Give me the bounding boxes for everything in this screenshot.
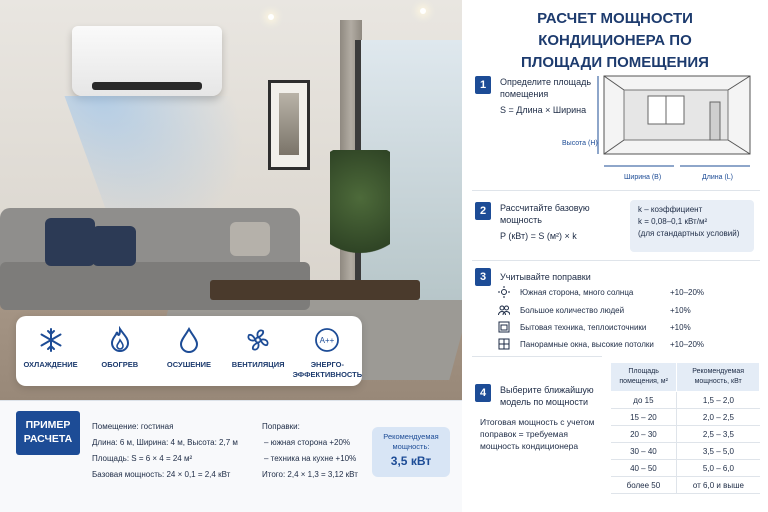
correction-text: Панорамные окна, высокие потолки [520,340,654,349]
pillow [230,222,270,256]
correction-text: Бытовая техника, теплоисточники [520,323,647,332]
step-4-badge: 4 [475,384,491,402]
example-area: Площадь: S = 6 × 4 = 24 м² [92,454,193,463]
example-inputs [92,419,262,483]
appliance-icon [498,321,510,333]
feature-cooling [19,326,83,370]
ceiling-light [420,8,426,14]
table-row [611,443,760,460]
feature-dehumidify [157,326,221,370]
width-label: Ширина (B) [624,174,662,181]
example-corr-item: – южная сторона +20% [264,438,351,447]
kbox-line: k = 0,08–0,1 кВт/м² [638,217,708,226]
recommended-box [372,427,450,477]
feature-label: ОСУШЕНИЕ [166,360,212,369]
page-title: РАСЧЕТ МОЩНОСТИ КОНДИЦИОНЕРА ПО ПЛОЩАДИ ПОМЕЩЕНИЯ [521,10,709,71]
example-corrections [262,419,372,483]
step-2-formula: P (кВт) = S (м²) × k [500,231,577,241]
example-base-power: Базовая мощность: 24 × 0,1 = 2,4 кВт [92,470,231,479]
correction-pct: +10–20% [670,288,705,297]
table-cell: 2,5 – 3,5 [677,426,760,443]
feature-label: ЭНЕРГО- ЭФФЕКТИВНОСТЬ [292,360,363,380]
divider [472,190,760,191]
feature-ventilation [226,326,290,370]
correction-text: Большое количество людей [520,306,625,315]
correction-pct: +10–20% [670,340,705,349]
power-table [610,362,760,494]
correction-text: Южная сторона, много солнца [520,288,634,297]
flame-icon [106,326,134,354]
step-4-title: Выберите ближайшую модель по мощности [500,385,594,407]
step-3-badge: 3 [475,268,491,286]
pillow [92,226,136,266]
example-total: Итого: 2,4 × 1,3 = 3,12 кВт [262,470,358,479]
table-row [611,426,760,443]
height-label: Высота (H) [562,140,598,147]
recommended-label: Рекомендуемая мощность: [383,432,439,451]
kbox-line: (для стандартных условий) [638,229,740,238]
example-corr-item: – техника на кухне +10% [264,454,357,463]
coefficient-box [630,200,754,252]
ceiling-light [268,14,274,20]
table-cell: от 6,0 и выше [677,477,760,494]
snowflake-icon [37,326,65,354]
table-row [611,477,760,494]
people-icon [498,304,510,316]
table-cell: 5,0 – 6,0 [677,460,760,477]
room-diagram [594,72,752,176]
recommended-value: 3,5 кВт [390,453,432,468]
table-cell: 40 – 50 [611,460,677,477]
table-cell: 30 – 40 [611,443,677,460]
feature-label: ОХЛАЖДЕНИЕ [23,360,78,369]
calc-panel [462,0,768,512]
droplet-icon [175,326,203,354]
air-conditioner-unit [72,26,222,96]
sun-icon [498,286,510,298]
window-icon [498,338,510,350]
wall-art [268,80,310,170]
plant [330,150,390,270]
coffee-table [210,280,420,300]
example-room: Помещение: гостиная [92,422,174,431]
step-4-note: Итоговая мощность с учетом поправок = требуемая мощность кондиционера [480,417,595,451]
table-header: Площадь помещения, м² [611,363,677,392]
feature-energy [292,326,363,380]
table-cell: более 50 [611,477,677,494]
length-label: Длина (L) [702,174,733,181]
table-cell: 2,0 – 2,5 [677,409,760,426]
table-cell: 20 – 30 [611,426,677,443]
feature-label: ОБОГРЕВ [101,360,139,369]
step-3-title: Учитывайте поправки [500,272,591,282]
energy-class-icon [313,326,341,354]
fan-icon [244,326,272,354]
divider [472,260,760,261]
table-cell: 1,5 – 2,0 [677,392,760,409]
table-header: Рекомендуемая мощность, кВт [677,363,760,392]
example-panel [0,400,462,512]
feature-card [16,316,362,386]
step-1-badge: 1 [475,76,491,94]
example-corr-title: Поправки: [262,422,300,431]
step-1-formula: S = Длина × Ширина [500,105,587,115]
example-dims: Длина: 6 м, Ширина: 4 м, Высота: 2,7 м [92,438,238,447]
example-badge: ПРИМЕР РАСЧЕТА [16,411,80,455]
table-cell: до 15 [611,392,677,409]
feature-heating [88,326,152,370]
table-row [611,460,760,477]
table-cell: 3,5 – 5,0 [677,443,760,460]
pillow [45,218,95,266]
divider [472,356,602,357]
feature-label: ВЕНТИЛЯЦИЯ [231,360,285,369]
step-2-badge: 2 [475,202,491,220]
kbox-line: k – коэффициент [638,205,703,214]
energy-badge-text: A++ [320,336,335,345]
correction-pct: +10% [670,323,691,332]
step-1-title: Определите площадь помещения [500,77,592,99]
correction-pct: +10% [670,306,691,315]
step-2-title: Рассчитайте базовую мощность [500,203,590,225]
table-cell: 15 – 20 [611,409,677,426]
table-row [611,409,760,426]
table-row [611,392,760,409]
